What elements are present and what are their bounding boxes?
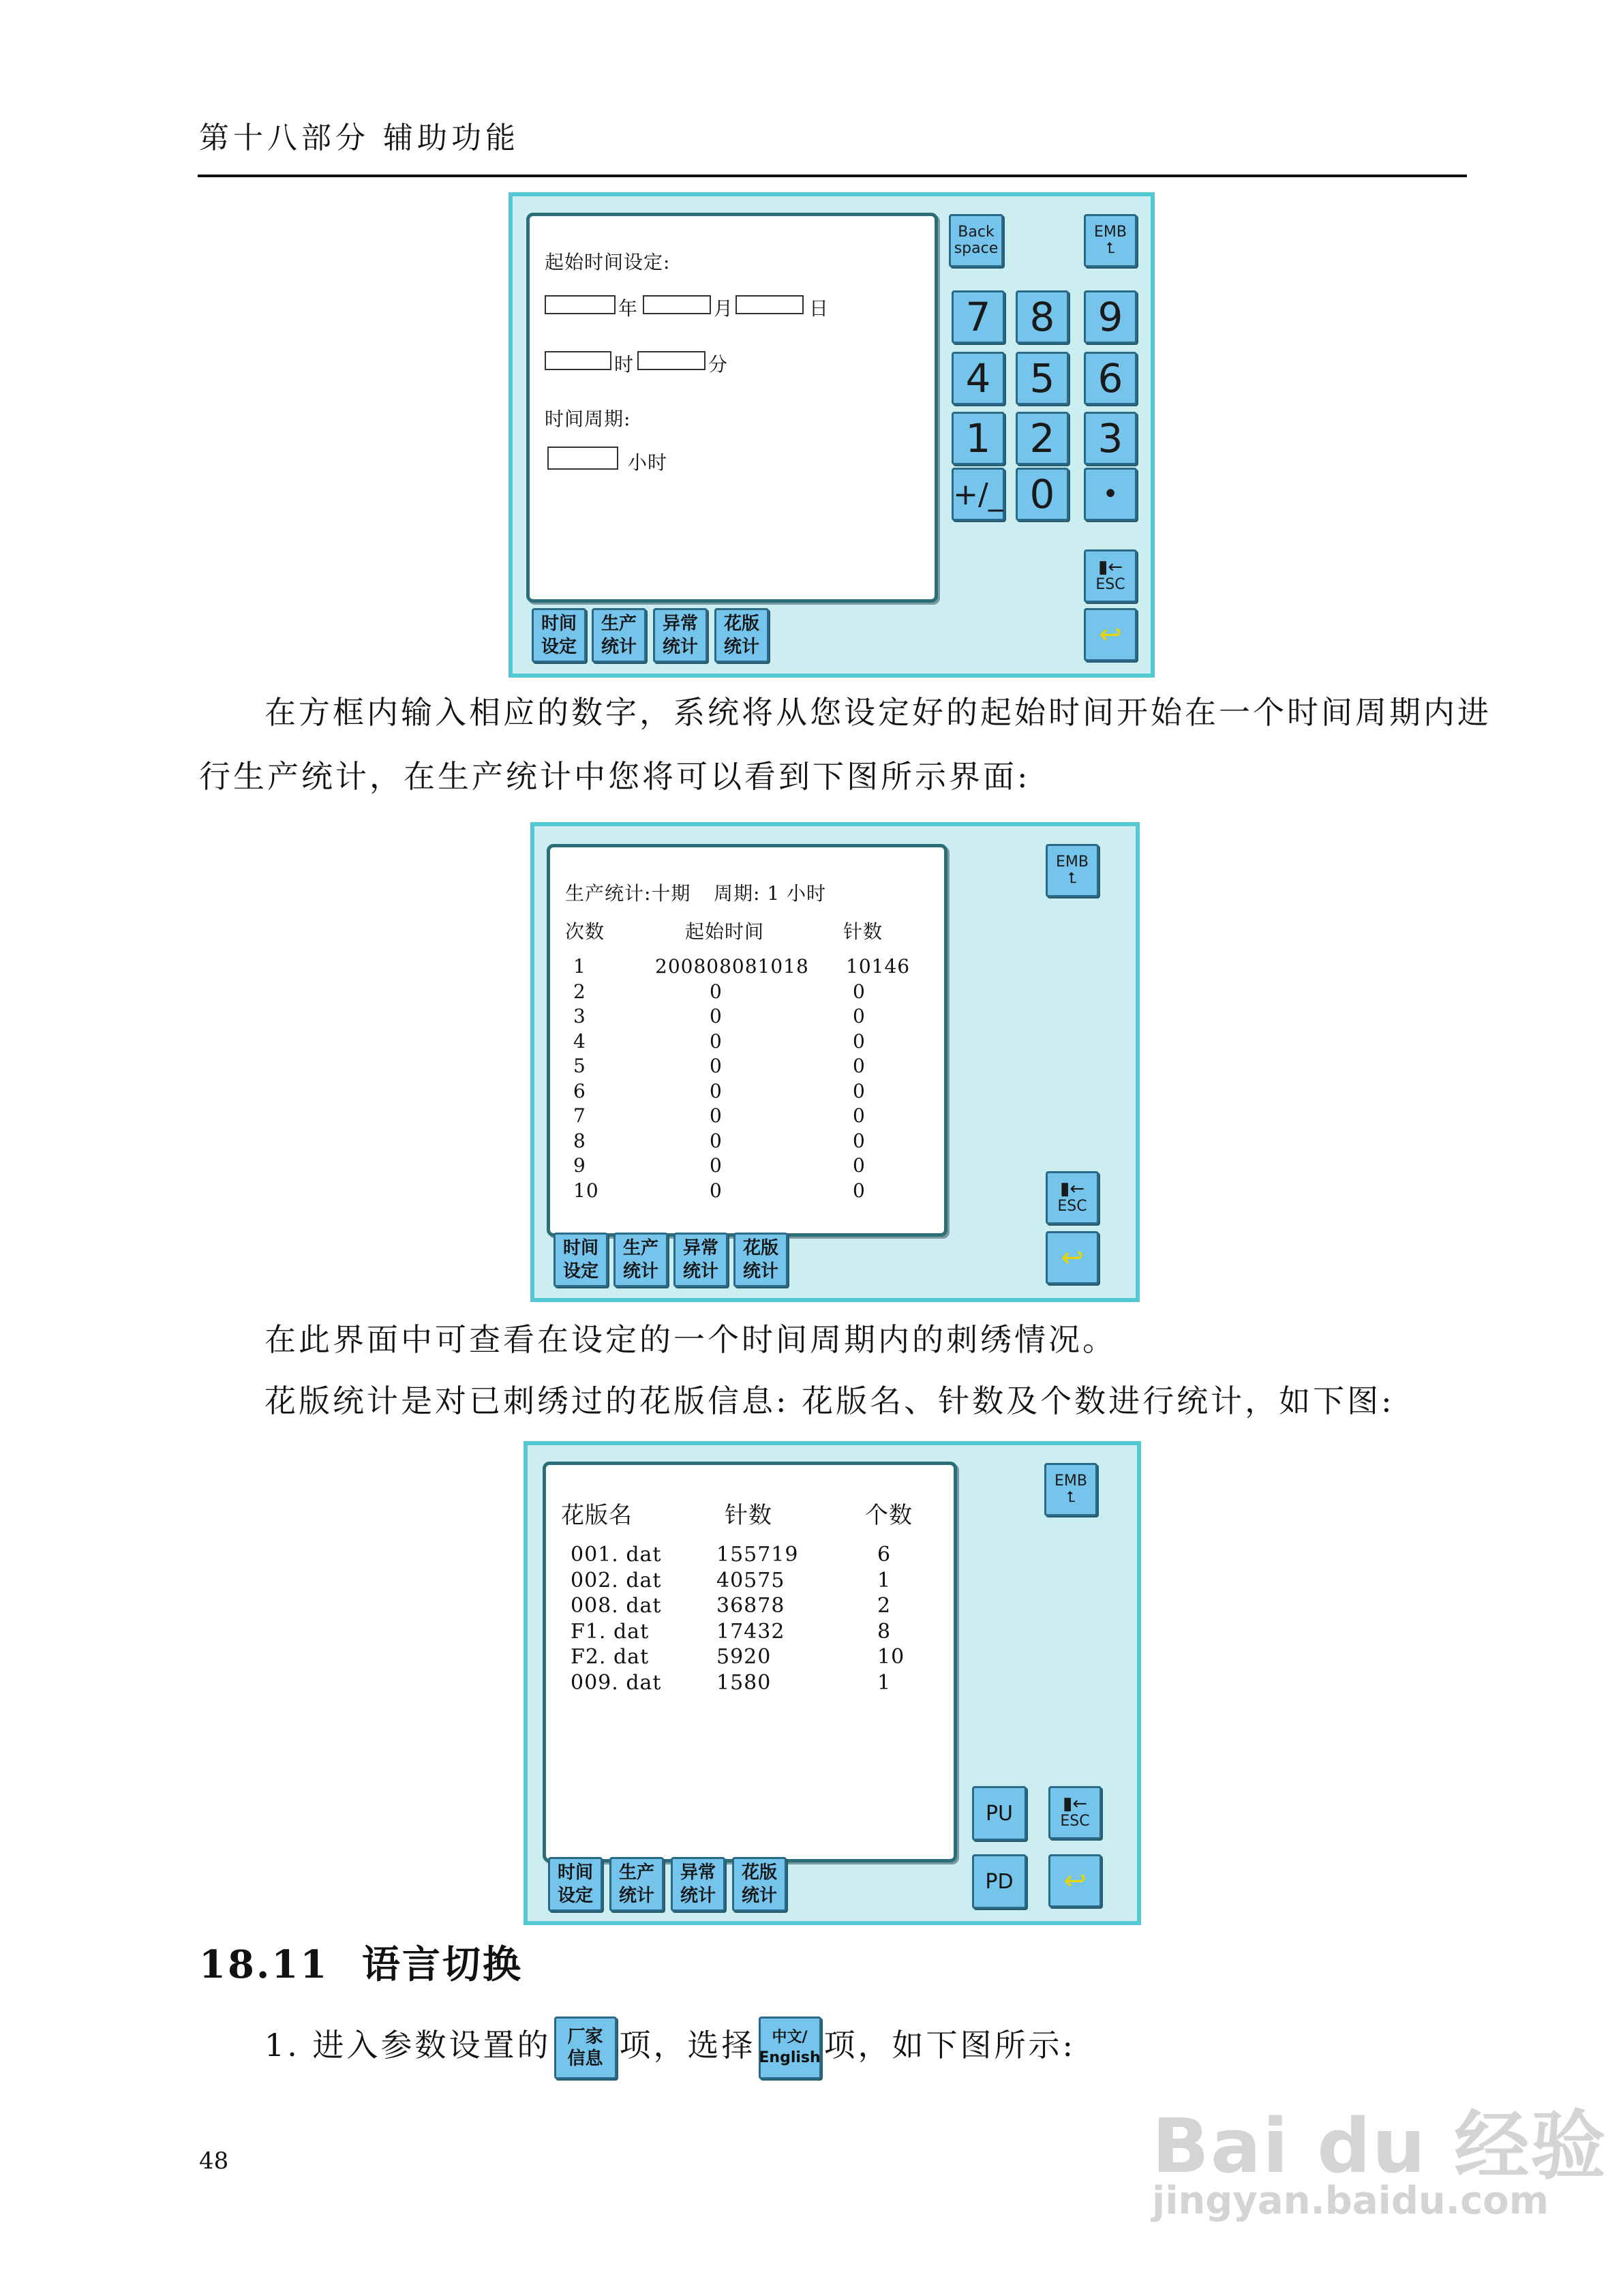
section-title: 语言切换 — [361, 1942, 523, 1987]
row-no: 7 — [573, 1104, 586, 1127]
emb-button[interactable]: EMB ⮤ — [1046, 844, 1099, 897]
tab-abnormal-stats[interactable]: 异常 统计 — [653, 608, 708, 663]
row-stitches: 0 — [853, 1154, 866, 1177]
tab-abnormal-stats[interactable]: 异常 统计 — [671, 1857, 725, 1912]
month-unit: 月 — [714, 297, 734, 320]
period-label: 时间周期: — [545, 408, 631, 430]
return-button[interactable] — [1048, 1854, 1102, 1907]
row-no: 6 — [573, 1079, 586, 1102]
period-input[interactable] — [547, 447, 618, 470]
page-down-button[interactable]: PD — [972, 1854, 1027, 1909]
production-title: 生产统计:十期 — [565, 882, 691, 905]
start-time-label: 起始时间设定: — [545, 251, 671, 273]
tab-time-setting[interactable]: 时间 设定 — [548, 1857, 603, 1912]
esc-button[interactable]: ▮← ESC — [1046, 1171, 1099, 1224]
row-no: 8 — [573, 1129, 586, 1152]
row-pattern-name: 002. dat — [571, 1568, 662, 1592]
step-1-prefix: 1. 进入参数设置的 — [264, 2027, 551, 2064]
row-start-time: 0 — [710, 1154, 723, 1177]
col-header-count: 个数 — [865, 1502, 913, 1529]
tab-production-stats[interactable]: 生产 统计 — [592, 608, 646, 663]
col-header-start-time: 起始时间 — [685, 920, 765, 943]
row-stitches: 0 — [853, 1179, 866, 1202]
row-pattern-name: F2. dat — [571, 1645, 650, 1669]
row-stitches: 0 — [853, 1029, 866, 1053]
paragraph-1-line-2: 行生产统计，在生产统计中您将可以看到下图所示界面: — [199, 758, 1031, 795]
section-number: 18.11 — [199, 1942, 329, 1987]
key-1[interactable]: 1 — [952, 412, 1005, 465]
hour-input[interactable] — [545, 351, 611, 370]
row-count: 1 — [877, 1568, 892, 1592]
row-count: 6 — [877, 1543, 892, 1567]
key-0[interactable]: 0 — [1016, 468, 1069, 521]
row-stitches: 0 — [853, 980, 866, 1003]
tab-abnormal-stats[interactable]: 异常 统计 — [673, 1233, 728, 1287]
return-button[interactable] — [1046, 1231, 1099, 1284]
tab-pattern-stats[interactable]: 花版 统计 — [714, 608, 769, 663]
step-1 — [264, 2011, 1076, 2079]
row-stitches: 155719 — [716, 1543, 799, 1567]
production-stats-panel — [530, 822, 1140, 1302]
language-toggle-button[interactable]: 中文/ English — [759, 2016, 821, 2079]
row-pattern-name: F1. dat — [571, 1619, 650, 1644]
tab-time-setting[interactable]: 时间 设定 — [553, 1233, 608, 1287]
key-6[interactable]: 6 — [1084, 352, 1137, 405]
production-period: 周期: 1 小时 — [714, 882, 827, 905]
row-pattern-name: 008. dat — [571, 1594, 662, 1618]
hour-unit: 时 — [614, 353, 635, 376]
exit-door-icon: ▮← — [1059, 1179, 1085, 1199]
row-stitches: 40575 — [716, 1568, 785, 1592]
row-pattern-name: 009. dat — [571, 1670, 662, 1695]
backspace-button[interactable]: Back space — [949, 214, 1003, 267]
key-7[interactable]: 7 — [952, 290, 1005, 344]
year-input[interactable] — [545, 295, 616, 314]
tab-pattern-stats[interactable]: 花版 统计 — [733, 1233, 788, 1287]
row-pattern-name: 001. dat — [571, 1543, 662, 1567]
period-unit: 小时 — [628, 451, 668, 474]
row-start-time: 0 — [710, 980, 723, 1003]
key-plus-minus[interactable]: +/_ — [952, 468, 1005, 521]
row-stitches: 10146 — [846, 955, 911, 978]
row-stitches: 0 — [853, 1055, 866, 1077]
esc-button[interactable]: ▮← ESC — [1048, 1786, 1102, 1839]
row-no: 9 — [573, 1154, 586, 1177]
row-count: 10 — [877, 1645, 905, 1669]
time-setting-panel — [509, 192, 1155, 678]
minute-unit: 分 — [708, 353, 729, 376]
pattern-stats-panel — [524, 1441, 1141, 1925]
factory-info-button[interactable]: 厂家 信息 — [554, 2016, 617, 2079]
tab-production-stats[interactable]: 生产 统计 — [609, 1857, 664, 1912]
step-1-mid: 项，选择 — [619, 2027, 756, 2064]
col-header-no: 次数 — [565, 920, 605, 943]
row-no: 1 — [573, 955, 586, 978]
row-start-time: 0 — [710, 1029, 723, 1053]
paragraph-1-line-1: 在方框内输入相应的数字，系统将从您设定好的起始时间开始在一个时间周期内进 — [264, 694, 1491, 731]
row-stitches: 0 — [853, 1005, 866, 1027]
key-decimal[interactable]: • — [1084, 468, 1137, 521]
row-no: 2 — [573, 980, 586, 1003]
row-no: 10 — [573, 1179, 599, 1202]
row-start-time: 200808081018 — [655, 955, 809, 978]
row-stitches: 0 — [853, 1104, 866, 1127]
row-start-time: 0 — [710, 1104, 723, 1127]
tab-pattern-stats[interactable]: 花版 统计 — [732, 1857, 787, 1912]
section-heading — [199, 1935, 523, 1989]
pattern-stats-screen — [543, 1462, 957, 1862]
day-unit: 日 — [809, 297, 830, 320]
paragraph-2: 在此界面中可查看在设定的一个时间周期内的刺绣情况。 — [264, 1321, 1117, 1358]
col-header-stitches: 针数 — [725, 1502, 772, 1529]
minute-input[interactable] — [637, 351, 706, 370]
row-start-time: 0 — [710, 1055, 723, 1077]
row-count: 8 — [877, 1619, 892, 1644]
key-3[interactable]: 3 — [1084, 412, 1137, 465]
month-input[interactable] — [643, 295, 711, 314]
row-no: 5 — [573, 1055, 586, 1077]
production-stats-screen — [547, 844, 947, 1237]
page-header-title: 第十八部分 辅助功能 — [199, 121, 519, 155]
emb-button[interactable]: EMB ⮤ — [1044, 1463, 1097, 1516]
esc-button[interactable]: ▮← ESC — [1084, 549, 1137, 603]
row-start-time: 0 — [710, 1079, 723, 1102]
page-number: 48 — [199, 2147, 229, 2175]
row-no: 4 — [573, 1029, 586, 1053]
col-header-pattern-name: 花版名 — [561, 1502, 633, 1529]
year-unit: 年 — [618, 297, 639, 320]
row-start-time: 0 — [710, 1129, 723, 1152]
key-2[interactable]: 2 — [1016, 412, 1069, 465]
day-input[interactable] — [735, 295, 804, 314]
tab-production-stats[interactable]: 生产 统计 — [613, 1233, 668, 1287]
paragraph-3: 花版统计是对已刺绣过的花版信息: 花版名、针数及个数进行统计，如下图: — [264, 1383, 1395, 1419]
header-divider — [198, 175, 1467, 177]
row-stitches: 36878 — [716, 1594, 785, 1618]
exit-door-icon: ▮← — [1097, 557, 1123, 577]
return-button[interactable] — [1084, 608, 1137, 661]
row-count: 1 — [877, 1670, 892, 1695]
row-start-time: 0 — [710, 1005, 723, 1027]
page-up-button[interactable]: PU — [972, 1786, 1027, 1841]
key-8[interactable]: 8 — [1016, 290, 1069, 344]
row-count: 2 — [877, 1594, 892, 1618]
baidu-watermark-url: jingyan.baidu.com — [1152, 2179, 1549, 2223]
return-arrow-icon: ↩ — [1063, 1865, 1087, 1897]
row-stitches: 0 — [853, 1129, 866, 1152]
time-setting-screen — [526, 213, 938, 603]
row-stitches: 1580 — [716, 1670, 772, 1695]
row-no: 3 — [573, 1005, 586, 1027]
row-stitches: 5920 — [716, 1645, 772, 1669]
emb-button[interactable]: EMB ⮤ — [1084, 214, 1137, 267]
key-5[interactable]: 5 — [1016, 352, 1069, 405]
exit-door-icon: ▮← — [1062, 1794, 1088, 1814]
key-4[interactable]: 4 — [952, 352, 1005, 405]
step-1-suffix: 项，如下图所示: — [823, 2027, 1076, 2064]
row-stitches: 17432 — [716, 1619, 785, 1644]
tab-time-setting[interactable]: 时间 设定 — [532, 608, 586, 663]
return-arrow-icon: ↩ — [1061, 1242, 1084, 1273]
row-stitches: 0 — [853, 1079, 866, 1102]
row-start-time: 0 — [710, 1179, 723, 1202]
col-header-stitches: 针数 — [843, 920, 883, 943]
return-arrow-icon: ↩ — [1099, 619, 1122, 650]
baidu-watermark-logo: Bai du 经验 — [1152, 2102, 1607, 2190]
key-9[interactable]: 9 — [1084, 290, 1137, 344]
